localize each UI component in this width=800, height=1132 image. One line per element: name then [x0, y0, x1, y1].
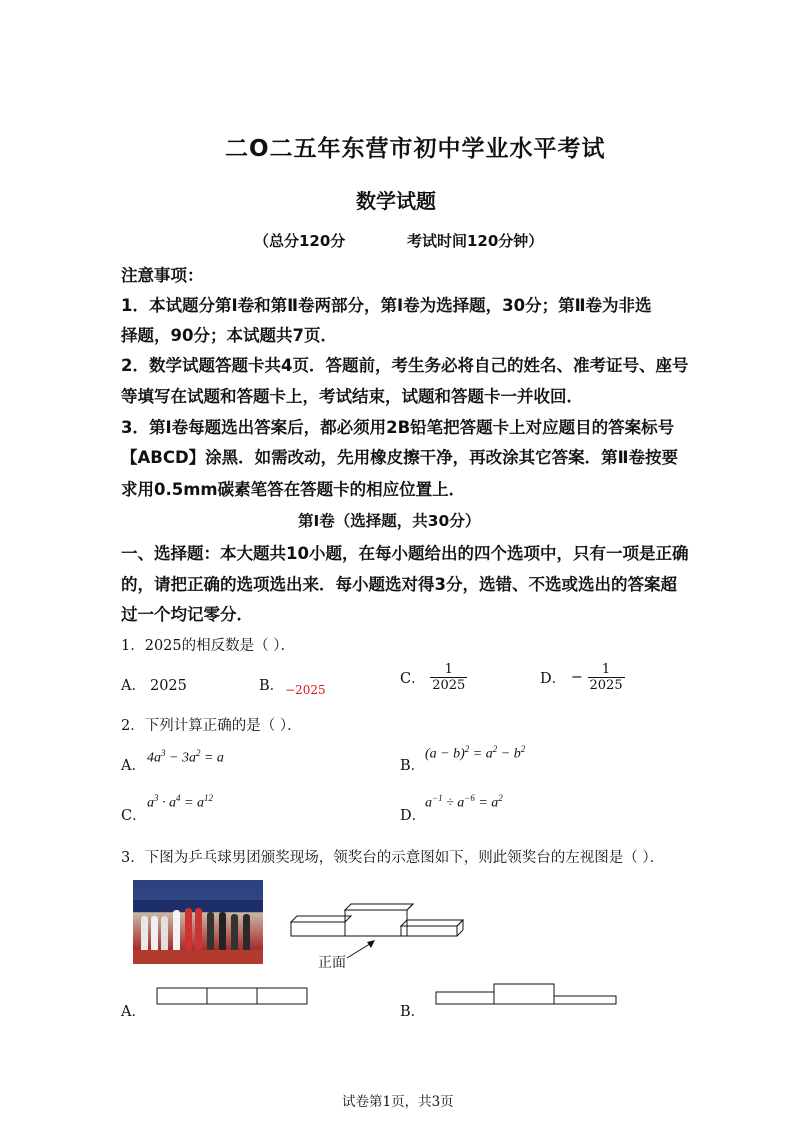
fraction: [430, 662, 467, 693]
minus-sign: −: [570, 669, 583, 686]
notice-line: 求用0.5mm碳素笔答在答题卡的相应位置上．: [121, 480, 466, 499]
notice-line: 等填写在试题和答题卡上，考试结束，试题和答题卡一并收回．: [121, 387, 583, 406]
q3-option-a-label: A．: [121, 1004, 146, 1020]
question-3-stem: 3．下图为乒乓球男团颁奖现场，领奖台的示意图如下，则此领奖台的左视图是（ ）．: [121, 850, 665, 866]
q1-option-a: [121, 674, 187, 695]
podium-left-front: [291, 922, 345, 936]
podium-center-top: [345, 904, 413, 910]
q2-option-c-label: C．: [121, 808, 147, 824]
exam-subtitle: 数学试题: [356, 189, 436, 213]
section-instruction: 一、选择题：本大题共10小题，在每小题给出的四个选项中，只有一项是正确: [121, 544, 689, 563]
total-score: （总分120分: [254, 232, 346, 250]
q2-option-a-formula: $4a^3 - 3a^2 = a$: [147, 748, 224, 766]
front-view-label: 正面: [318, 955, 346, 971]
podium-right-top: [401, 920, 463, 926]
q2-option-b-label: B．: [400, 758, 426, 774]
fraction: [588, 662, 625, 693]
q2-option-d-formula: $a^{-1} \div a^{-6} = a^2$: [425, 793, 503, 811]
notice-line: 择题，90分；本试题共7页．: [121, 326, 337, 345]
section-instruction: 过一个均记零分．: [121, 605, 253, 624]
option-label: C．: [400, 671, 426, 687]
podium-left-top: [291, 916, 351, 922]
section-instruction: 的，请把正确的选项选出来．每小题选对得3分，选错、不选或选出的答案超: [121, 575, 677, 594]
exam-title: 二O二五年东营市初中学业水平考试: [225, 136, 606, 162]
page-footer: 试卷第1页，共3页: [342, 1094, 454, 1110]
denominator: 2025: [589, 678, 623, 693]
q2-option-a-label: A．: [121, 758, 146, 774]
question-2-stem: 2．下列计算正确的是（ ）．: [121, 718, 302, 734]
denominator: 2025: [432, 678, 466, 693]
podium-right-front: [401, 926, 457, 936]
q2-option-c-formula: $a^3 \cdot a^4 = a^{12}$: [147, 793, 213, 811]
q3-option-b-figure: [434, 982, 620, 1008]
option-label: A．: [121, 678, 146, 694]
option-value: 2025: [149, 678, 187, 694]
q1-option-b: [259, 674, 284, 695]
numerator: 1: [588, 662, 625, 678]
exam-time: 考试时间120分钟）: [407, 232, 544, 250]
podium-diagram: [285, 900, 465, 972]
q1-option-c: [400, 662, 467, 693]
notice-heading: 注意事项：: [121, 266, 204, 285]
notice-line: 【ABCD】涂黑．如需改动，先用橡皮擦干净，再改涂其它答案．第Ⅱ卷按要: [121, 448, 679, 467]
q1-option-d: [540, 662, 625, 693]
numerator: 1: [430, 662, 467, 678]
q2-option-b-formula: $(a - b)^2 = a^2 - b^2$: [425, 744, 526, 762]
option-label: D．: [540, 671, 567, 687]
section-title: 第Ⅰ卷（选择题，共30分）: [298, 512, 481, 530]
question-1-stem: 1．2025的相反数是（ ）．: [121, 638, 295, 654]
award-ceremony-photo: [133, 880, 263, 964]
q1-option-b-value: −2025: [285, 683, 326, 697]
q3-option-b-label: B．: [400, 1004, 426, 1020]
q3-option-a-figure: [155, 985, 310, 1007]
podium-center-front: [345, 910, 407, 936]
q2-option-d-label: D．: [400, 808, 427, 824]
notice-line: 1．本试题分第Ⅰ卷和第Ⅱ卷两部分，第Ⅰ卷为选择题，30分；第Ⅱ卷为非选: [121, 296, 652, 315]
arrow-head: [367, 940, 375, 948]
notice-line: 2．数学试题答题卡共4页．答题前，考生务必将自己的姓名、准考证号、座号: [121, 356, 689, 375]
option-label: B．: [259, 678, 285, 694]
notice-line: 3．第Ⅰ卷每题选出答案后，都必须用2B铅笔把答题卡上对应题目的答案标号: [121, 418, 675, 437]
